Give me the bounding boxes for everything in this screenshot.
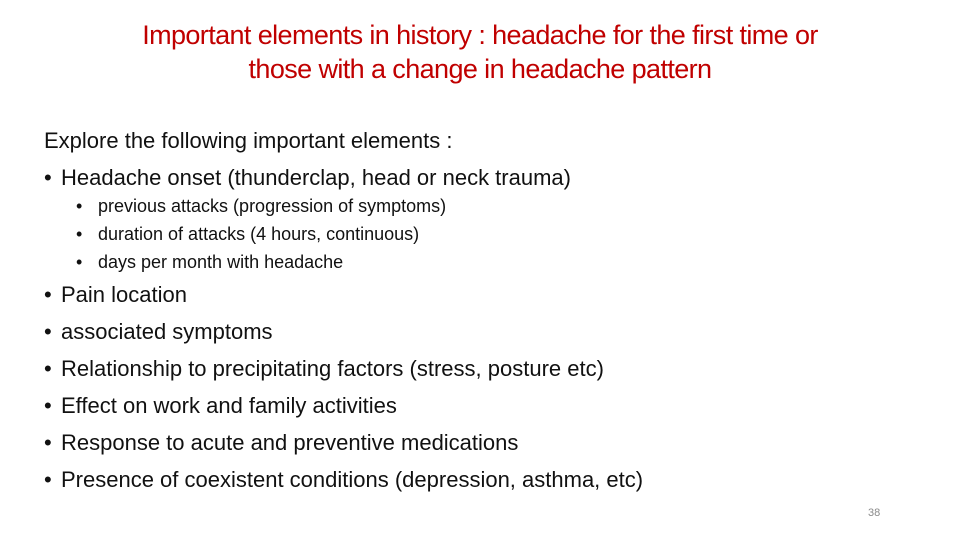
bullet-marker: • bbox=[44, 319, 52, 344]
main-item-text: Relationship to precipitating factors (stress, posture etc) bbox=[61, 356, 604, 381]
list-item bbox=[76, 220, 446, 248]
list-item bbox=[44, 461, 643, 498]
bullet-marker: • bbox=[44, 393, 52, 418]
slide-title bbox=[60, 18, 900, 86]
list-item bbox=[44, 424, 643, 461]
main-item-text: Pain location bbox=[61, 282, 187, 307]
list-item bbox=[44, 387, 643, 424]
main-item-text: Presence of coexistent conditions (depression, asthma, etc) bbox=[61, 467, 644, 492]
bullet-marker: • bbox=[76, 224, 83, 244]
list-item bbox=[44, 350, 643, 387]
list-item bbox=[76, 192, 446, 220]
sub-item-text: duration of attacks (4 hours, continuous) bbox=[98, 224, 420, 244]
page-number: 38 bbox=[868, 507, 881, 519]
main-item-text: Effect on work and family activities bbox=[61, 393, 397, 418]
bullet-marker: • bbox=[44, 165, 52, 190]
list-item bbox=[76, 248, 446, 276]
bullet-marker: • bbox=[44, 356, 52, 381]
bullet-marker: • bbox=[76, 252, 83, 272]
sub-item-text: days per month with headache bbox=[98, 252, 344, 272]
intro-text: Explore the following important elements : bbox=[44, 128, 453, 153]
intro-block bbox=[44, 122, 571, 196]
title-line-1: Important elements in history : headache for the first time or bbox=[142, 20, 818, 50]
onset-text: Headache onset (thunderclap, head or neck trauma) bbox=[61, 165, 571, 190]
list-item bbox=[44, 276, 643, 313]
list-item bbox=[44, 313, 643, 350]
title-line-2: those with a change in headache pattern bbox=[248, 54, 712, 84]
bullet-marker: • bbox=[44, 282, 52, 307]
bullet-marker: • bbox=[44, 467, 52, 492]
onset-item bbox=[44, 159, 571, 196]
bullet-marker: • bbox=[44, 430, 52, 455]
main-list bbox=[44, 276, 643, 498]
main-item-text: Response to acute and preventive medications bbox=[61, 430, 519, 455]
sub-list bbox=[76, 192, 446, 276]
sub-item-text: previous attacks (progression of symptoms) bbox=[98, 196, 447, 216]
bullet-marker: • bbox=[76, 196, 83, 216]
main-item-text: associated symptoms bbox=[61, 319, 273, 344]
